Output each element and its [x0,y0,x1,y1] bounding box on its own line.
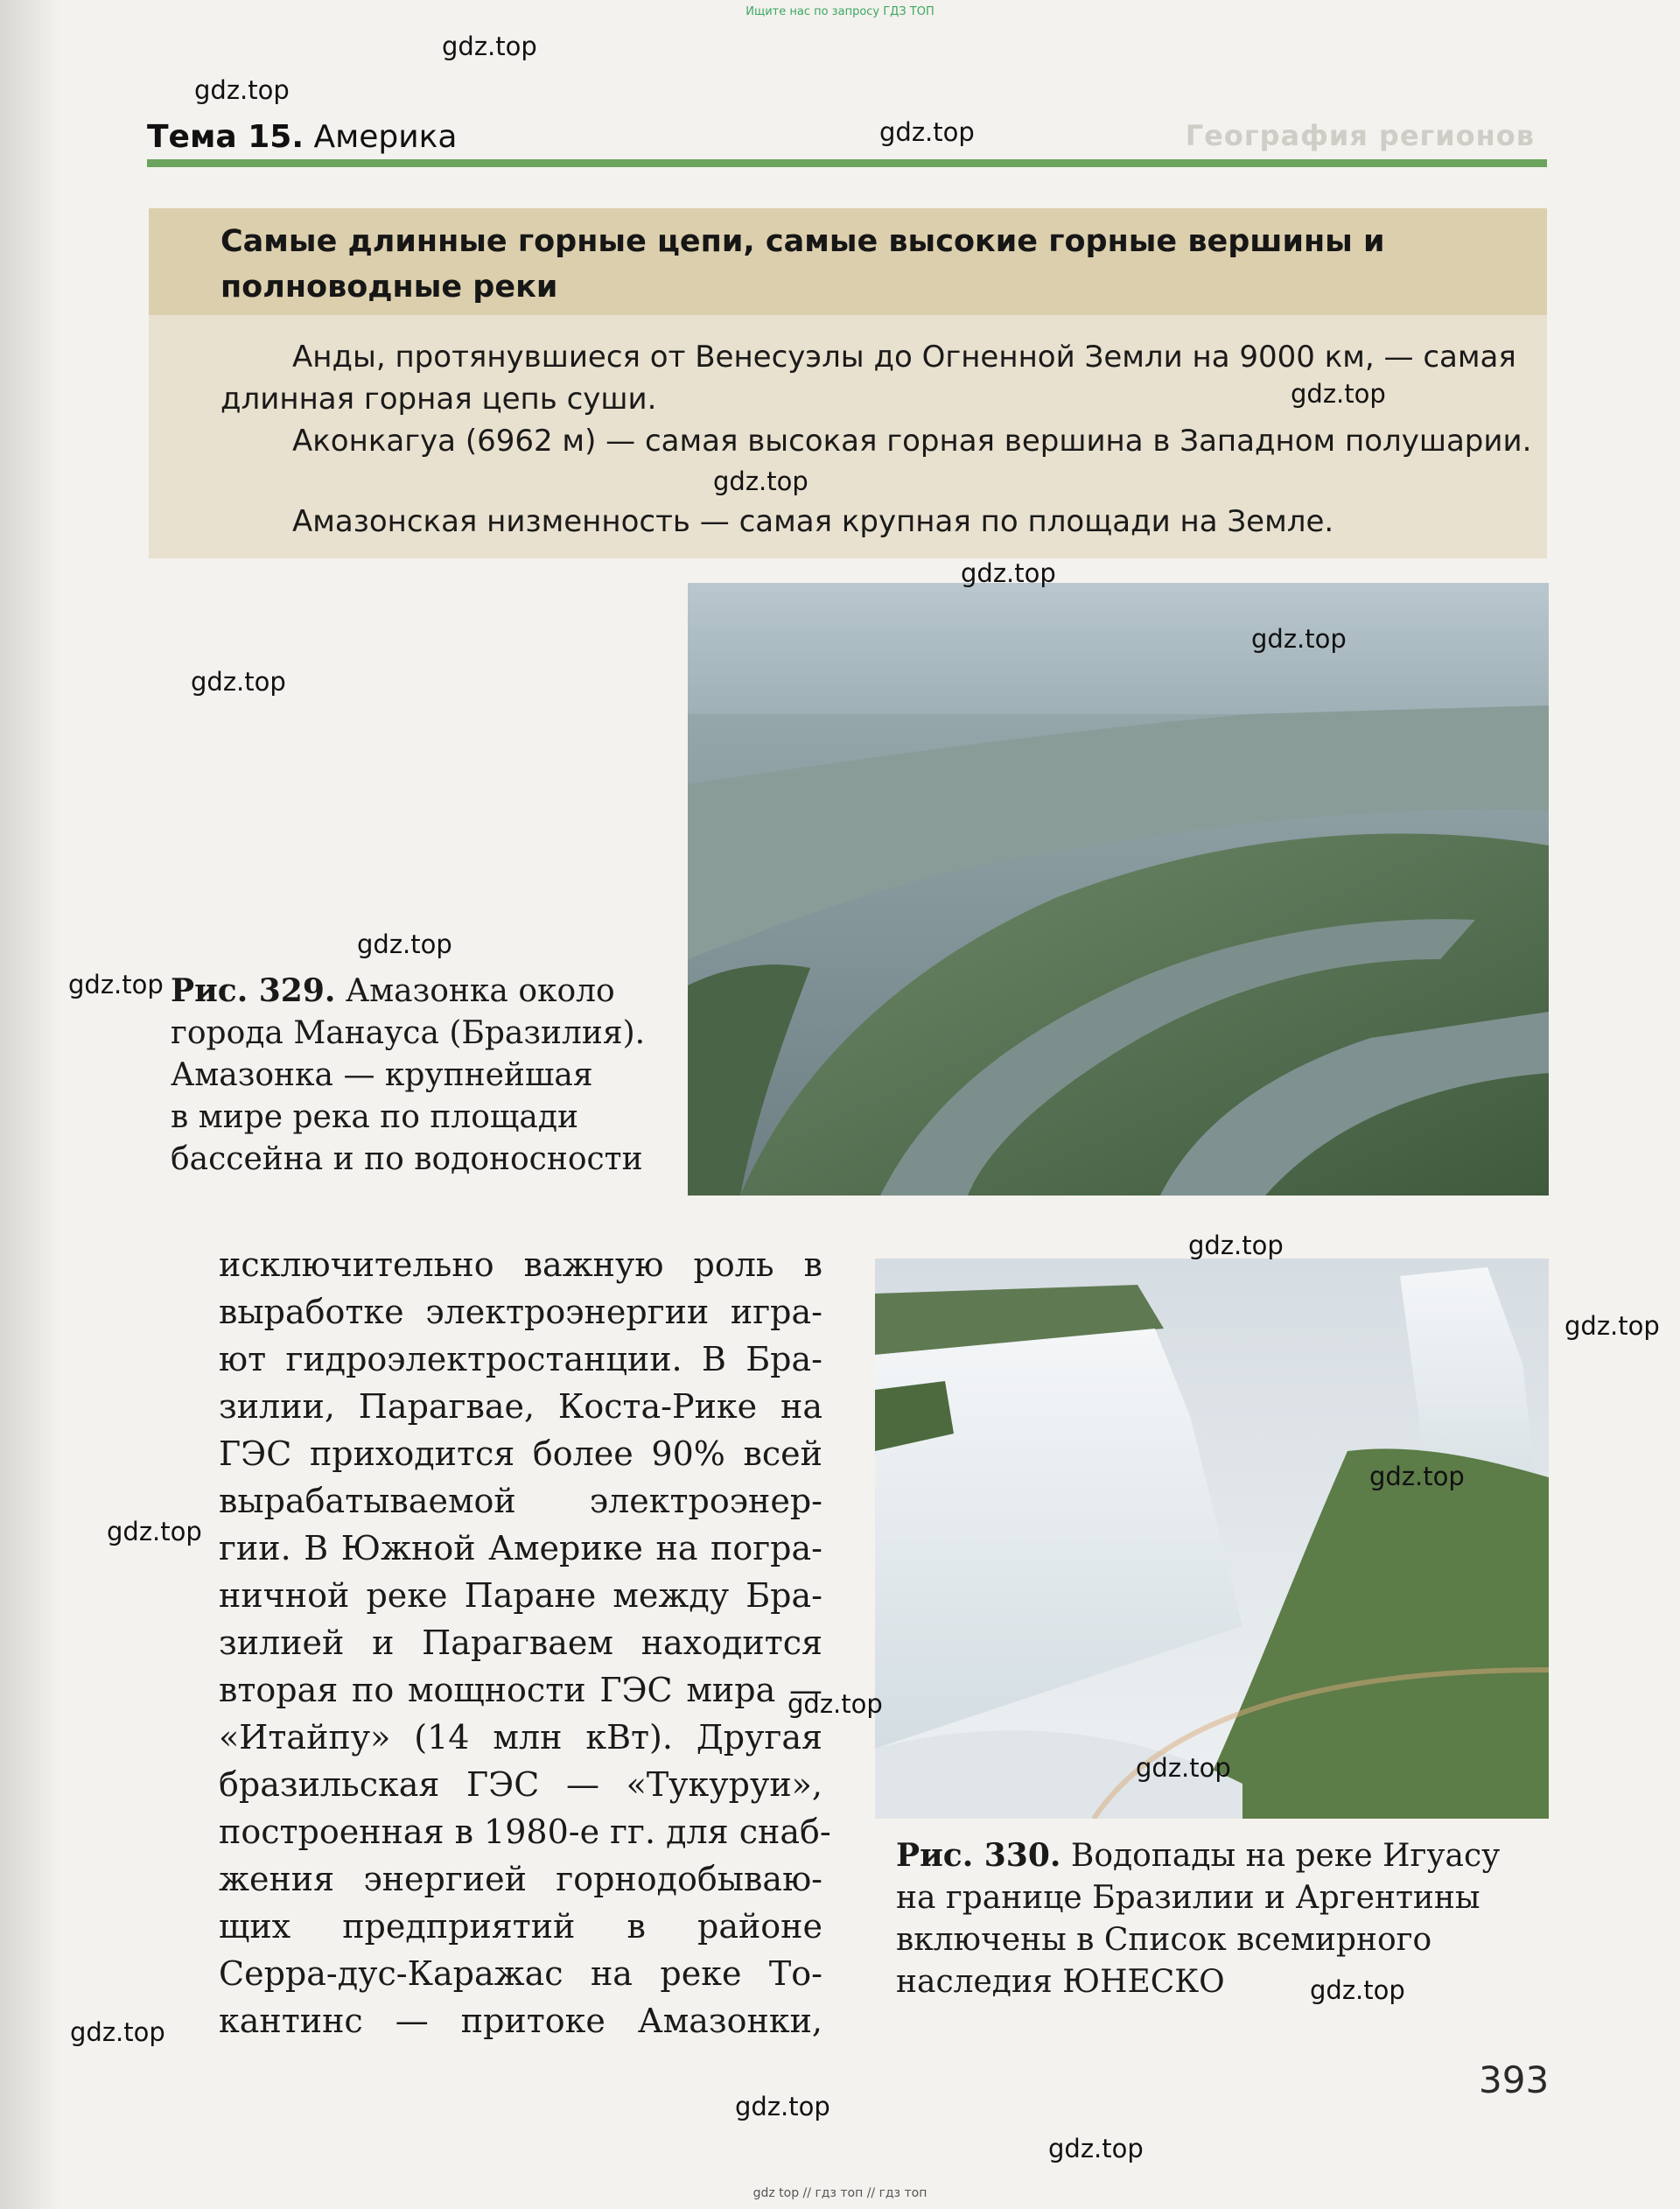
facts-box-title: Самые длинные горные цепи, самые высокие горные вершины и полноводные реки [220,224,1385,305]
watermark-text: gdz.top [1251,624,1347,654]
body-line: построенная в 1980-е гг. для снаб- [219,1813,831,1851]
watermark-text: gdz.top [879,117,975,147]
watermark-text: gdz.top [713,466,808,496]
facts-paragraph: Анды, протянувшиеся от Венесуэлы до Огненной Земли на 9000 км, — самая длинная горная цепь суши. [220,340,1516,417]
body-line: ничной реке Паране между Бра- [219,1576,822,1615]
page-header [147,112,1547,165]
watermark-text: gdz.top [1048,2134,1144,2163]
caption-line: Водопады на реке Игуасу [1070,1838,1501,1874]
topic-heading [147,119,457,155]
body-line: щих предприятий в районе [219,1907,822,1946]
watermark-text: gdz.top [107,1517,202,1546]
watermark-text: gdz.top [1310,1975,1405,2005]
watermark-text: gdz.top [191,667,286,697]
watermark-text: gdz.top [1188,1231,1284,1260]
page-number: 393 [1479,2058,1550,2101]
caption-line: включены в Список всемирного [896,1922,1432,1958]
body-line: исключительно важную роль в [219,1245,822,1284]
topic-number: Тема 15. [147,119,304,155]
facts-paragraph: Амазонская низменность — самая крупная по площади на Земле. [292,504,1334,539]
facts-paragraph: Аконкагуа (6962 м) — самая высокая горная вершина в Западном полушарии. [292,424,1532,459]
watermark-text: gdz.top [1369,1462,1465,1491]
body-line: Серра-дус-Каражас на реке То- [219,1954,822,1993]
body-line: зилии, Парагвае, Коста-Рике на [219,1387,822,1426]
topic-name: Америка [313,119,458,155]
caption-line: Амазонка около [345,973,615,1009]
top-banner: Ищите нас по запросу ГДЗ ТОП [746,5,934,18]
figure-329-caption [171,970,661,1181]
page-binding-shadow [0,0,61,2209]
body-line: ют гидроэлектростанции. В Бра- [219,1340,822,1378]
section-label: География регионов [1185,119,1535,152]
body-line: ГЭС приходится более 90% всей [219,1434,822,1473]
body-text [219,1241,831,2044]
caption-line: Амазонка — крупнейшая [171,1057,593,1093]
iguazu-falls-illustration [875,1259,1549,1819]
watermark-text: gdz.top [68,970,164,999]
watermark-text: gdz.top [70,2017,165,2047]
caption-line: бассейна и по водоносности [171,1141,643,1177]
caption-line: наследия ЮНЕСКО [896,1964,1225,2000]
watermark-text: gdz.top [961,558,1056,588]
watermark-text: gdz.top [1564,1311,1660,1341]
caption-line: в мире река по площади [171,1099,578,1135]
watermark-text: gdz.top [357,929,452,959]
body-line: зилией и Парагваем находится [219,1623,822,1662]
body-line: гии. В Южной Америке на погра- [219,1529,822,1567]
figure-329-label: Рис. 329. [171,972,336,1009]
body-line: жения энергией горнодобываю- [219,1860,822,1898]
bottom-banner: gdz top // гдз топ // гдз топ [752,2186,928,2200]
watermark-text: gdz.top [788,1689,883,1719]
caption-line: города Манауса (Бразилия). [171,1015,646,1051]
body-line: бразильская ГЭС — «Тукуруи», [219,1765,822,1804]
caption-line: на границе Бразилии и Аргентины [896,1880,1480,1916]
body-line: выработке электроэнергии игра- [219,1293,822,1331]
watermark-text: gdz.top [1291,379,1386,409]
iguazu-falls-photo [875,1259,1549,1819]
body-line: вторая по мощности ГЭС мира — [219,1671,822,1709]
amazon-river-illustration [688,583,1549,1196]
watermark-text: gdz.top [442,32,537,61]
watermark-text: gdz.top [735,2092,830,2121]
figure-330-caption [896,1834,1544,2003]
watermark-text: gdz.top [194,75,290,105]
header-rule [147,159,1547,167]
figure-330-label: Рис. 330. [896,1837,1061,1874]
watermark-text: gdz.top [1136,1753,1231,1783]
amazon-river-photo [688,583,1549,1196]
body-line: кантинс — притоке Амазонки, [219,2002,822,2040]
body-line: «Итайпу» (14 млн кВт). Другая [219,1718,822,1757]
body-line: вырабатываемой электроэнер- [219,1482,822,1520]
